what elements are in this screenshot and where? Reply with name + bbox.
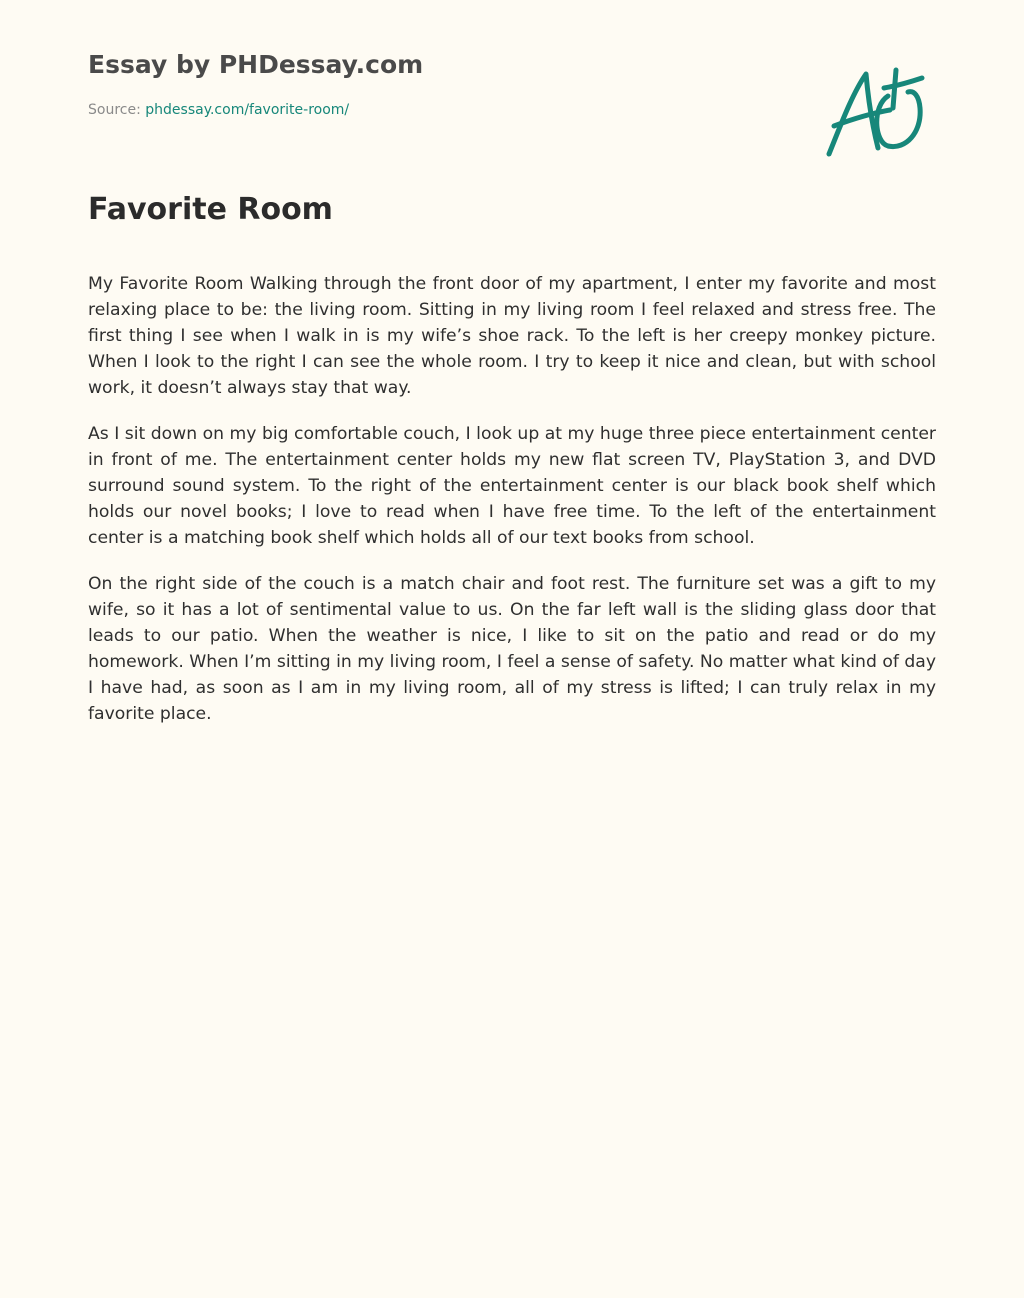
essay-paragraph: My Favorite Room Walking through the front door of my apartment, I enter my favorite and most relaxing place to be: the living room. Sitting in my living room I feel relaxed and stress free. The first thing I see when I walk in is my wife’s shoe rack. To the left is her creepy monkey picture. When I look to the right I can see the whole room. I try to keep it nice and clean, but with school work, it doesn’t always stay that way. <box>88 274 936 398</box>
essay-paragraph: On the right side of the couch is a match chair and foot rest. The furniture set was a gift to my wife, so it has a lot of sentimental value to us. On the far left wall is the sliding glass door that leads to our patio. When the weather is nice, I like to sit on the patio and read or do my homework. When I’m sitting in my living room, I feel a sense of safety. No matter what kind of day I have had, as soon as I am in my living room, all of my stress is lifted; I can truly relax in my favorite place. <box>88 574 936 724</box>
essay-title: Favorite Room <box>88 192 333 227</box>
page-header <box>88 48 788 120</box>
a-plus-grade-icon <box>822 62 932 162</box>
site-title: Essay by PHDessay.com <box>88 50 424 79</box>
source-line <box>88 100 788 120</box>
source-link[interactable]: phdessay.com/favorite-room/ <box>145 102 350 118</box>
source-label: Source: <box>88 102 141 118</box>
essay-paragraph: As I sit down on my big comfortable couch, I look up at my huge three piece entertainment center in front of me. The entertainment center holds my new flat screen TV, PlayStation 3, and DVD surround sound system. To the right of the entertainment center is our black book shelf which holds our novel books; I love to read when I have free time. To the left of the entertainment center is a matching book shelf which holds all of our text books from school. <box>88 424 936 548</box>
essay-body <box>88 271 936 747</box>
